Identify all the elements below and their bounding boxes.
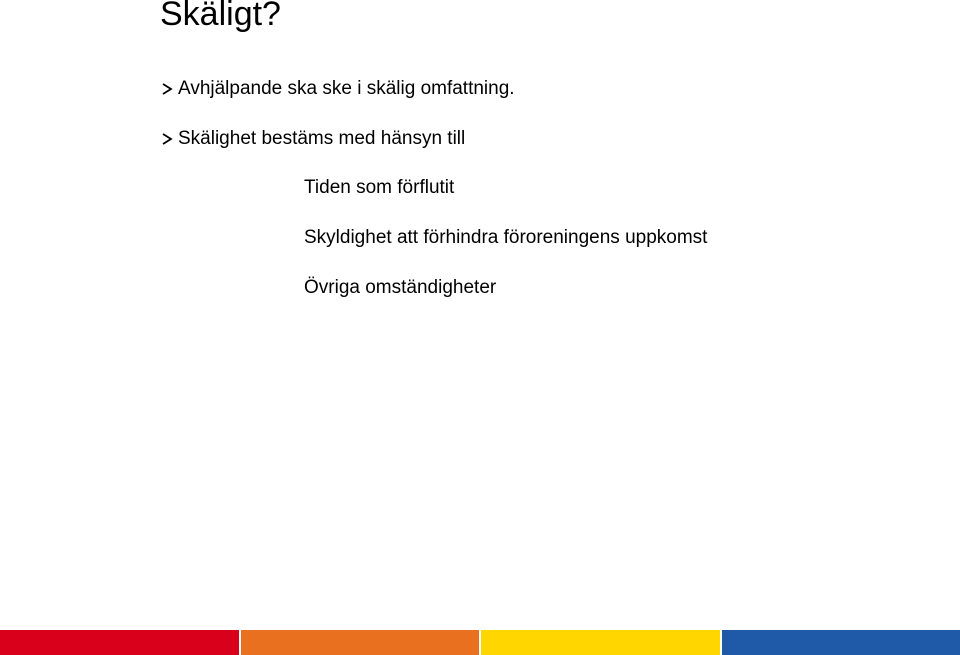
sub-item: Skyldighet att förhindra föroreningens uppkomst <box>304 227 708 248</box>
color-bar-segment-blue <box>720 630 960 655</box>
bullet-text: Skälighet bestäms med hänsyn till <box>178 128 466 149</box>
sub-item: Övriga omständigheter <box>304 277 497 298</box>
bullet-text: Avhjälpande ska ske i skälig omfattning. <box>178 78 515 99</box>
bullet-item <box>160 77 515 101</box>
color-bar-segment-yellow <box>479 630 720 655</box>
color-bar-segment-red <box>0 630 239 655</box>
slide-title: Skäligt? <box>160 0 281 33</box>
arrow-bullet-icon <box>160 82 176 96</box>
footer-color-bar <box>0 630 960 655</box>
color-bar-segment-orange <box>239 630 480 655</box>
bullet-item <box>160 127 465 151</box>
arrow-bullet-icon <box>160 132 176 146</box>
sub-item: Tiden som förflutit <box>304 177 455 198</box>
